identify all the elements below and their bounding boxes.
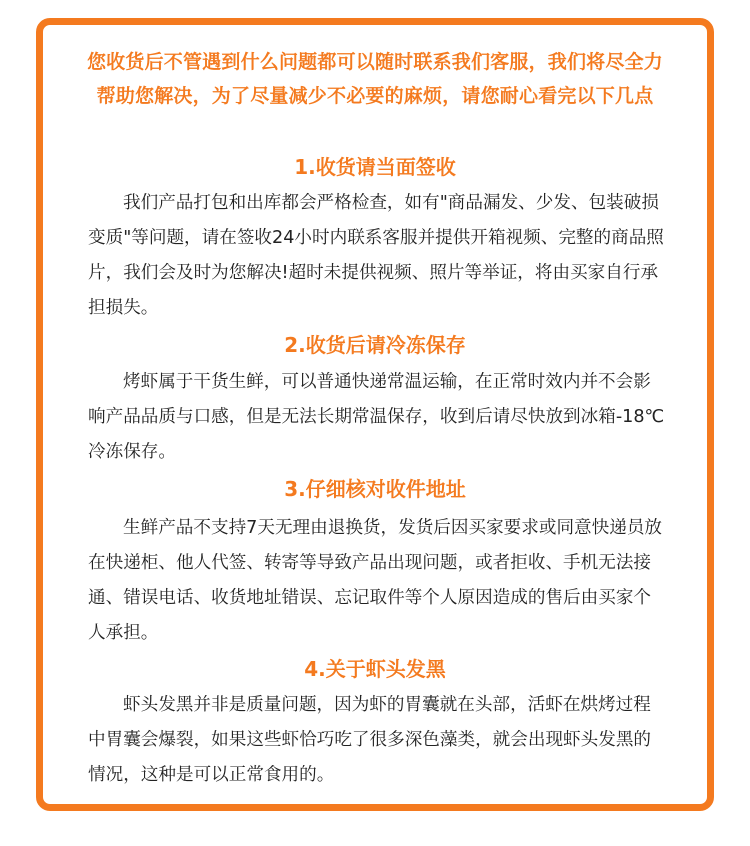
body-line: 情况，这种是可以正常食用的。 <box>88 765 335 785</box>
body-line: 烤虾属于干货生鲜，可以普通快递常温运输，在正常时效内并不会影 <box>123 372 651 392</box>
section-body-storage <box>88 365 708 470</box>
section-title-storage: 2.收货后请冷冻保存 <box>284 333 466 357</box>
body-line: 虾头发黑并非是质量问题，因为虾的胃囊就在头部，活虾在烘烤过程 <box>123 695 651 715</box>
body-line: 中胃囊会爆裂，如果这些虾恰巧吃了很多深色藻类，就会出现虾头发黑的 <box>88 730 652 750</box>
body-line: 人承担。 <box>88 623 159 643</box>
intro-line: 帮助您解决，为了尽量减少不必要的麻烦，请您耐心看完以下几点 <box>96 85 654 107</box>
section-title-receipt: 1.收货请当面签收 <box>294 155 456 179</box>
body-line: 在快递柜、他人代签、转寄等导致产品出现问题，或者拒收、手机无法接 <box>88 553 652 573</box>
section-title-shrimp-head: 4.关于虾头发黑 <box>304 657 446 681</box>
body-line: 我们产品打包和出库都会严格检查，如有"商品漏发、少发、包装破损 <box>123 193 659 213</box>
body-line: 生鲜产品不支持7天无理由退换货，发货后因买家要求或同意快递员放 <box>123 518 663 538</box>
body-line: 响产品品质与口感，但是无法长期常温保存，收到后请尽快放到冰箱-18℃ <box>88 407 665 427</box>
section-body-receipt <box>88 186 708 326</box>
body-line: 担损失。 <box>88 298 159 318</box>
body-line: 变质"等问题，请在签收24小时内联系客服并提供开箱视频、完整的商品照 <box>88 228 664 248</box>
body-line: 冷冻保存。 <box>88 442 176 462</box>
section-title-address: 3.仔细核对收件地址 <box>284 477 466 501</box>
body-line: 通、错误电话、收货地址错误、忘记取件等个人原因造成的售后由买家个 <box>88 588 652 608</box>
section-body-address <box>88 511 708 651</box>
notice-card <box>36 18 714 811</box>
body-line: 片，我们会及时为您解决!超时未提供视频、照片等举证，将由买家自行承 <box>88 263 659 283</box>
intro-line: 您收货后不管遇到什么问题都可以随时联系我们客服，我们将尽全力 <box>86 51 663 73</box>
intro-text <box>43 45 707 113</box>
section-body-shrimp-head <box>88 688 708 793</box>
